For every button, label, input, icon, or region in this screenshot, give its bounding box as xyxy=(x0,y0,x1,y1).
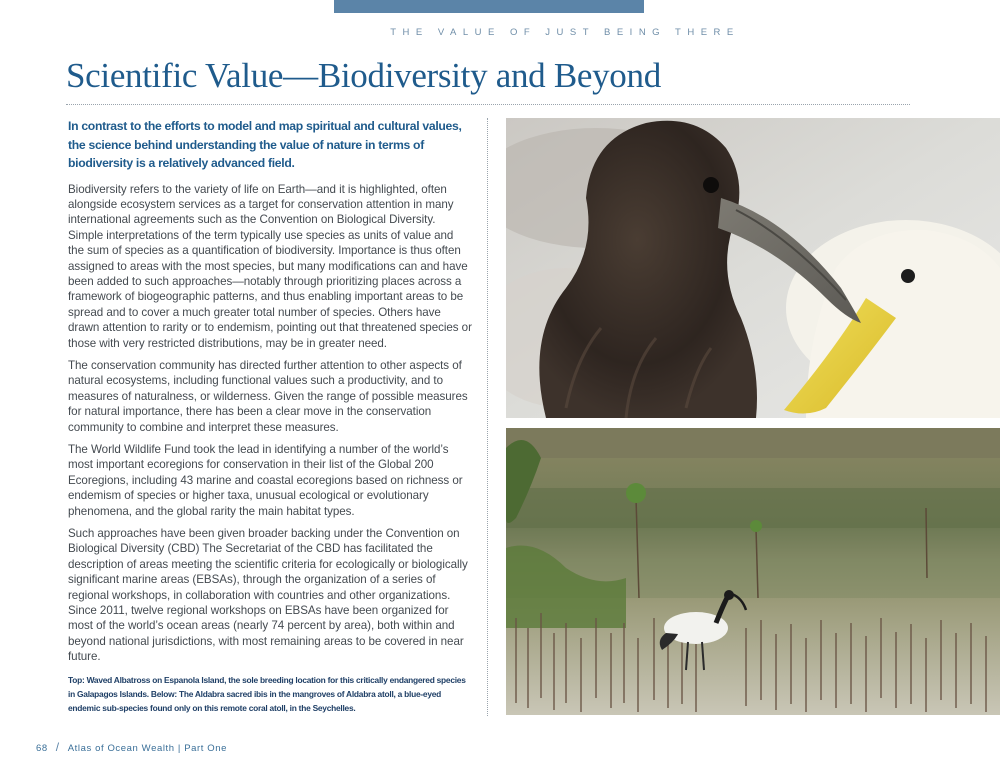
footer-separator: / xyxy=(55,740,60,754)
column-divider xyxy=(487,118,488,716)
body-paragraph-4: Such approaches have been given broader backing under the Convention on Biological Diversity (CBD) The Secretariat of the CBD has facilitated the description of areas meeting the scientific criteria for ecologically or biologically significant marine areas (EBSAs), through the organization of a series of regional workshops, in collaboration with countries and other organizations. Since 2011, twelve regional workshops on EBSAs have been organized for most of the world’s ocean areas (nearly 74 percent by area), both within and beyond national jurisdictions, with most remaining areas to be covered in near future. xyxy=(68,527,468,664)
albatross-photo xyxy=(506,118,1000,418)
page-footer xyxy=(36,740,227,754)
page-title: Scientific Value—Biodiversity and Beyond xyxy=(66,56,661,95)
ibis-photo xyxy=(506,428,1000,715)
page-number: 68 xyxy=(36,743,48,754)
text-column xyxy=(68,117,472,715)
top-accent-bar xyxy=(334,0,644,13)
body-paragraph-2: The conservation community has directed further attention to other aspects of natural ecosystems, including functional values such a productivity, and to measures of naturalness, or wilderness. Given the range of possible measures for natural importance, there has been a clear move in the conservation community to combine and interpret these measures. xyxy=(68,358,468,434)
title-divider xyxy=(66,104,910,105)
intro-paragraph: In contrast to the efforts to model and map spiritual and cultural values, the science behind understanding the value of nature in terms of biodiversity is a relatively advanced field. xyxy=(68,119,462,170)
book-title: Atlas of Ocean Wealth | Part One xyxy=(67,743,228,754)
section-kicker: THE VALUE OF JUST BEING THERE xyxy=(390,27,740,38)
body-paragraph-1: Biodiversity refers to the variety of life on Earth—and it is highlighted, often alongside ecosystem services as a target for conservation attention in many international agreements such as the Convention on Biological Diversity. Simple interpretations of the term typically use species as units of value and the sum of species as a quantification of biodiversity. Importance is thus often assigned to areas with the most species, but many modifications can and have been added to such approaches—notably through prioritizing places across a framework of biogeographic patterns, and thus enabling important areas to be spread and to cover a much greater total number of species. Others have drawn attention to rarity or to endemism, pointing out that threatened species or those with very restricted distributions, may be in greater need. xyxy=(68,182,472,350)
photo-caption: Top: Waved Albatross on Espanola Island, the sole breeding location for this critically endangered species in Galapagos Islands. Below: The Aldabra sacred ibis in the mangroves of Aldabra atoll, a blue-eyed endemic sub-species found only on this remote coral atoll, in the Seychelles. xyxy=(68,674,466,713)
body-paragraph-3: The World Wildlife Fund took the lead in identifying a number of the world’s most important ecoregions for conservation in their list of the Global 200 Ecoregions, including 43 marine and coastal ecoregions based on richness or endemism of species or higher taxa, unusual ecological or evolutionary phenomena, and the global rarity the main habitat types. xyxy=(68,443,463,518)
